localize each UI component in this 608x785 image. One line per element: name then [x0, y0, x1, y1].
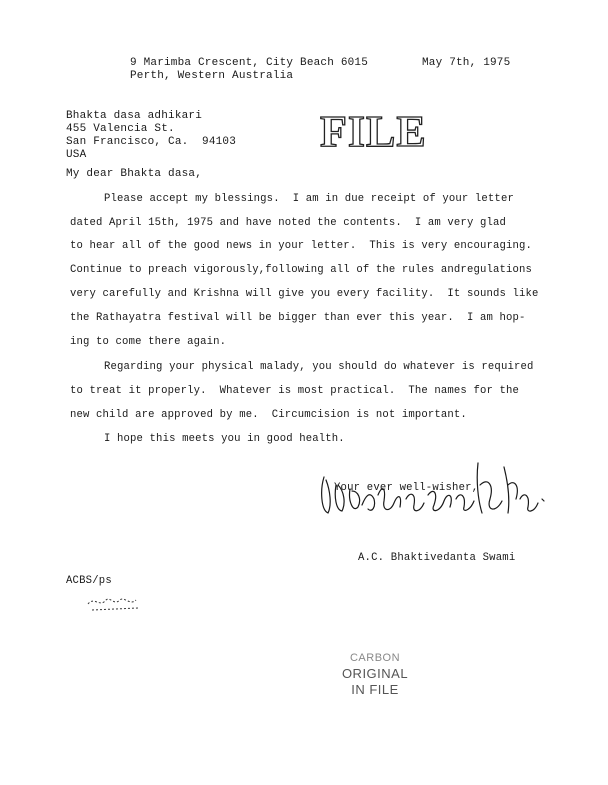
paragraph3: I hope this meets you in good health.	[104, 433, 345, 445]
handwritten-signature	[318, 455, 548, 535]
letter-date: May 7th, 1975	[422, 57, 511, 69]
paragraph1-line: to hear all of the good news in your letter. This is very encouraging.	[70, 240, 533, 252]
carbon-stamp-line: IN FILE	[351, 682, 399, 697]
carbon-stamp-line: CARBON	[349, 652, 401, 664]
paragraph2-line: to treat it properly. Whatever is most practical. The names for the	[70, 385, 520, 397]
paragraph1-line: very carefully and Krishna will give you every facility. It sounds like	[70, 288, 539, 300]
paragraph1-line: dated April 15th, 1975 and have noted the contents. I am very glad	[70, 217, 506, 229]
file-stamp: FILE	[320, 107, 427, 156]
carbon-stamp-line: ORIGINAL	[341, 666, 409, 681]
recipient-name: Bhakta dasa adhikari	[66, 110, 203, 122]
salutation: My dear Bhakta dasa,	[66, 168, 203, 180]
recipient-city: San Francisco, Ca. 94103	[66, 136, 237, 148]
recipient-country: USA	[66, 149, 87, 161]
sender-address-line2: Perth, Western Australia	[130, 70, 294, 82]
paragraph1-line: Please accept my blessings. I am in due receipt of your letter	[104, 193, 514, 205]
signature-name: A.C. Bhaktivedanta Swami	[358, 552, 516, 564]
initials: ACBS/ps	[66, 575, 112, 587]
paragraph1-line: the Rathayatra festival will be bigger than ever this year. I am hop-	[70, 312, 526, 324]
paragraph1-line: ing to come there again.	[70, 336, 227, 348]
paragraph2-line: new child are approved by me. Circumcision is not important.	[70, 409, 467, 421]
paragraph1-line: Continue to preach vigorously,following all of the rules andregulations	[70, 264, 533, 276]
handwritten-mark	[86, 590, 146, 614]
carbon-original-stamp	[330, 650, 420, 698]
closing: Your ever well-wisher,	[334, 482, 479, 494]
recipient-street: 455 Valencia St.	[66, 123, 175, 135]
paragraph2-line: Regarding your physical malady, you should do whatever is required	[104, 361, 534, 373]
sender-address-line1: 9 Marimba Crescent, City Beach 6015	[130, 57, 369, 69]
